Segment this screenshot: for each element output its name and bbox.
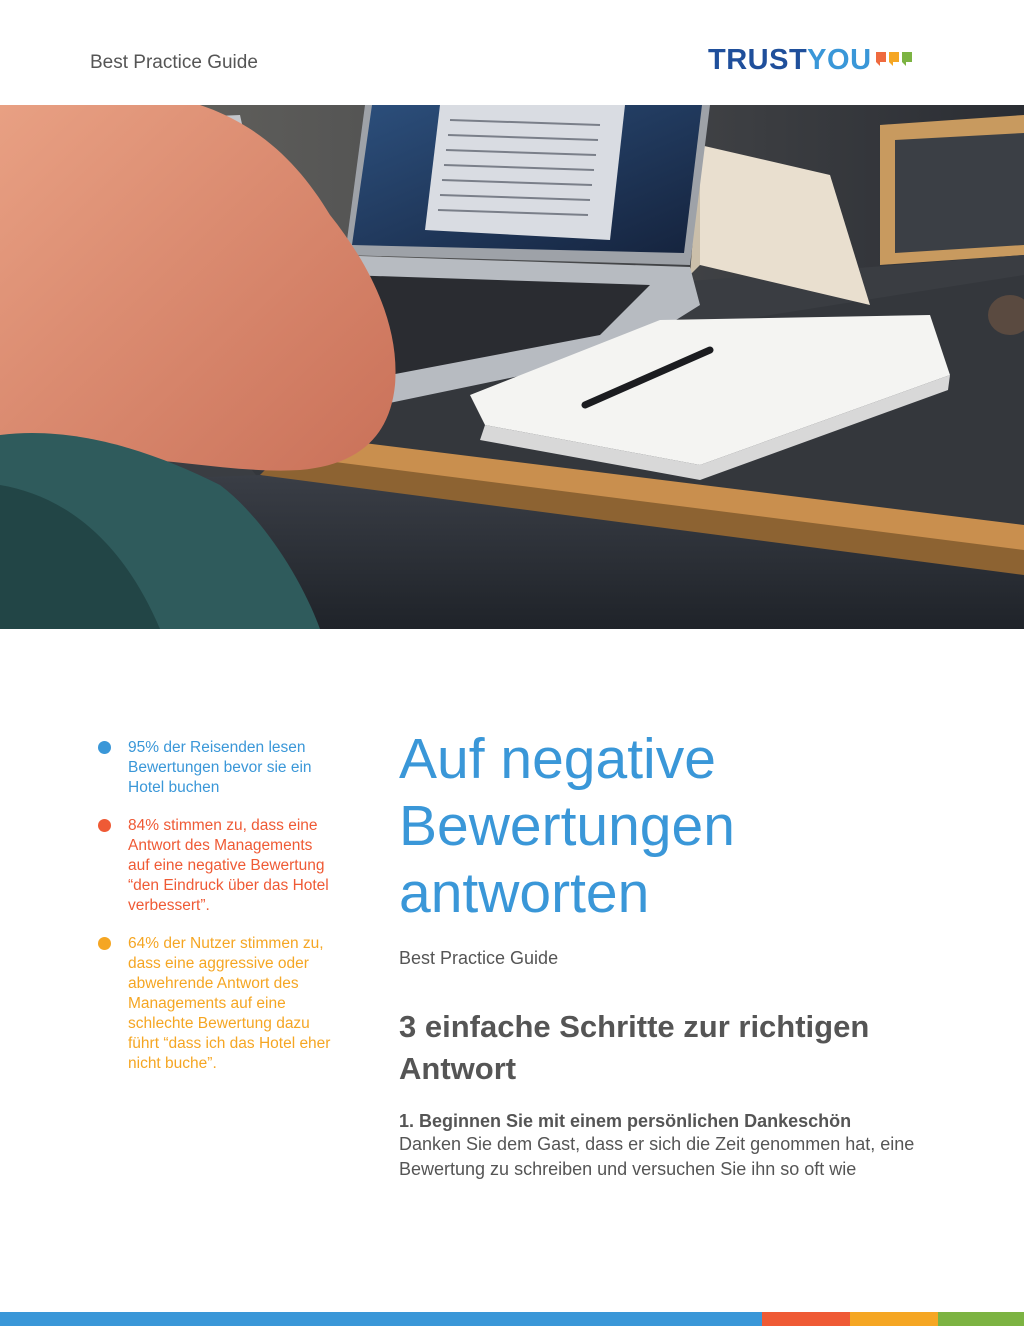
footer-segment-red <box>762 1312 850 1326</box>
page-subtitle: Best Practice Guide <box>399 948 559 968</box>
stat-text: 95% der Reisenden lesen Bewertungen bevor sie ein Hotel buchen <box>128 739 312 796</box>
stat-item <box>98 934 338 1074</box>
hero-photo <box>0 105 1024 629</box>
logo-text-you: YOU <box>807 44 872 76</box>
bullet-dot-icon <box>98 819 111 832</box>
stat-text: 64% der Nutzer stimmen zu, dass eine aggressive oder abwehrende Antwort des Managements auf eine schlechte Bewertung dazu führt “dass ich das Hotel eher nicht buche”. <box>128 935 331 1072</box>
step-1-heading: 1. Beginnen Sie mit einem persönlichen Dankeschön <box>399 1111 852 1131</box>
footer-color-bar <box>0 1312 1024 1326</box>
stat-item <box>98 816 338 916</box>
logo-text-trust: TRUST <box>708 44 808 76</box>
footer-segment-green <box>938 1312 1024 1326</box>
page-title: Auf negative Bewertungen antworten <box>399 727 735 925</box>
logo-flag-orange <box>876 52 886 62</box>
laptop-notebook-photo-icon <box>0 105 1024 629</box>
bullet-dot-icon <box>98 741 111 754</box>
stat-text: 84% stimmen zu, dass eine Antwort des Managements auf eine negative Bewertung “den Eindruck über das Hotel verbessert”. <box>128 817 329 914</box>
logo-flag-yellow <box>889 52 899 62</box>
footer-segment-yellow <box>850 1312 938 1326</box>
stat-item <box>98 738 338 798</box>
bullet-dot-icon <box>98 937 111 950</box>
trustyou-logo <box>708 44 912 77</box>
step-1-body: Danken Sie dem Gast, dass er sich die Zeit genommen hat, eine Bewertung zu schreiben und versuchen Sie ihn so oft wie <box>399 1134 915 1179</box>
section-title: 3 einfache Schritte zur richtigen Antwort <box>399 1009 870 1086</box>
logo-flag-green <box>902 52 912 62</box>
header-label: Best Practice Guide <box>90 52 258 73</box>
logo-flags-icon <box>876 52 912 62</box>
footer-segment-blue <box>0 1312 762 1326</box>
statistics-list <box>98 738 338 1092</box>
